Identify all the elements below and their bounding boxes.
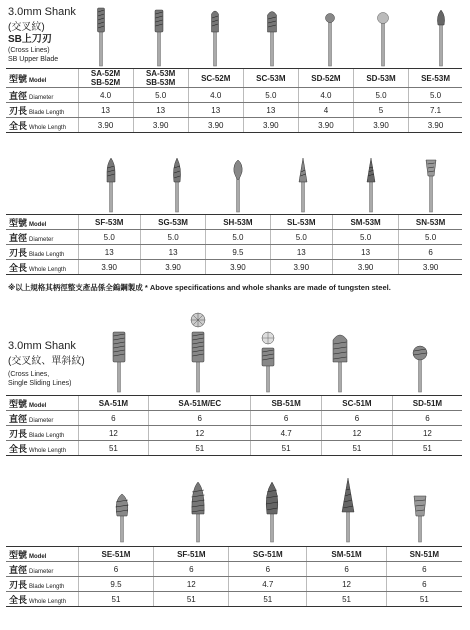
spec-table-4 <box>6 546 462 607</box>
diameter-cell: 6 <box>78 411 149 426</box>
diameter-label: 直徑 Diameter <box>6 88 78 103</box>
whole-length-cell: 3.90 <box>78 118 133 133</box>
whole-length-row <box>6 441 462 456</box>
model-row <box>6 396 462 411</box>
blade-length-cell: 12 <box>78 426 149 441</box>
section2-en-line2: Single Sliding Lines) <box>8 380 72 387</box>
bur-se53m-image <box>434 8 448 66</box>
whole-length-cell: 51 <box>229 592 307 607</box>
whole-length-cell: 51 <box>149 441 251 456</box>
whole-length-cell: 51 <box>251 441 322 456</box>
bur-sd51m-image <box>410 344 430 392</box>
section1-title: 3.0mm Shank <box>8 6 76 18</box>
blade-length-cell: 12 <box>154 577 229 592</box>
model-cell: SE-53M <box>409 69 462 88</box>
blade-length-label: 刃長 Blade Length <box>6 245 78 260</box>
blade-length-row <box>6 577 462 592</box>
whole-length-cell: 3.90 <box>140 260 205 275</box>
blade-length-cell: 6 <box>386 577 462 592</box>
blade-length-label: 刃長 Blade Length <box>6 103 78 118</box>
model-label: 型號 Model <box>6 215 78 230</box>
diameter-cell: 6 <box>322 411 393 426</box>
diameter-cell: 5.0 <box>206 230 270 245</box>
model-cell: SG-51M <box>229 547 307 562</box>
blade-length-cell: 12 <box>307 577 386 592</box>
diameter-row <box>6 88 462 103</box>
model-cell: SE-51M <box>78 547 154 562</box>
model-cell: SA-53M SB-53M <box>133 69 188 88</box>
spec-table-1 <box>6 68 462 133</box>
whole-length-cell: 51 <box>78 592 154 607</box>
model-cell: SN-51M <box>386 547 462 562</box>
model-label: 型號 Model <box>6 547 78 562</box>
diameter-cell: 5.0 <box>243 88 298 103</box>
model-cell: SC-53M <box>243 69 298 88</box>
bur-sa53m-image <box>152 6 166 66</box>
section2-title: 3.0mm Shank <box>8 340 76 352</box>
model-cell: SM-51M <box>307 547 386 562</box>
bur-sc52m-image <box>208 6 222 66</box>
blade-length-cell: 13 <box>332 245 398 260</box>
whole-length-cell: 51 <box>386 592 462 607</box>
whole-length-cell: 51 <box>307 592 386 607</box>
diameter-cell: 5.0 <box>270 230 332 245</box>
blade-length-label: 刃長 Blade Length <box>6 426 78 441</box>
whole-length-cell: 51 <box>322 441 393 456</box>
section2-en-line1: (Cross Lines, <box>8 371 50 378</box>
blade-length-cell: 12 <box>392 426 462 441</box>
model-cell: SD-51M <box>392 396 462 411</box>
whole-length-cell: 3.90 <box>133 118 188 133</box>
whole-length-cell: 3.90 <box>409 118 462 133</box>
material-note-en: * Above specifications and whole shanks are made of tungsten steel. <box>144 283 391 292</box>
diameter-cell: 5.0 <box>140 230 205 245</box>
blade-length-row <box>6 103 462 118</box>
model-cell: SF-51M <box>154 547 229 562</box>
model-cell: SA-51M/EC <box>149 396 251 411</box>
model-cell: SL-53M <box>270 215 332 230</box>
model-cell: SG-53M <box>140 215 205 230</box>
bur-sf53m-image <box>104 156 118 212</box>
diameter-cell: 6 <box>154 562 229 577</box>
diameter-row <box>6 562 462 577</box>
spec-table-2 <box>6 214 462 275</box>
model-cell: SD-52M <box>298 69 353 88</box>
whole-length-cell: 51 <box>392 441 462 456</box>
blade-length-cell: 4.7 <box>251 426 322 441</box>
whole-length-cell: 3.90 <box>353 118 408 133</box>
bur-sg53m-image <box>170 156 184 212</box>
whole-length-cell: 3.90 <box>206 260 270 275</box>
bur-sg51m-image <box>262 480 282 542</box>
spec-table-3 <box>6 395 462 456</box>
bur-sd52m-image <box>323 12 337 66</box>
model-cell: SA-52M SB-52M <box>78 69 133 88</box>
whole-length-label: 全長 Whole Length <box>6 260 78 275</box>
bur-sn51m-image <box>410 494 430 542</box>
diameter-cell: 5.0 <box>133 88 188 103</box>
diameter-cell: 5.0 <box>409 88 462 103</box>
bur-sn53m-image <box>424 156 438 212</box>
whole-length-cell: 3.90 <box>332 260 398 275</box>
whole-length-row <box>6 118 462 133</box>
blade-length-cell: 4.7 <box>229 577 307 592</box>
model-row <box>6 69 462 88</box>
blade-length-cell: 13 <box>243 103 298 118</box>
model-cell: SN-53M <box>399 215 462 230</box>
diameter-cell: 6 <box>78 562 154 577</box>
diameter-row <box>6 411 462 426</box>
diameter-label: 直徑 Diameter <box>6 230 78 245</box>
diameter-cell: 6 <box>149 411 251 426</box>
bur-sb51m-image <box>258 330 278 392</box>
diameter-cell: 4.0 <box>188 88 243 103</box>
blade-length-label: 刃長 Blade Length <box>6 577 78 592</box>
blade-length-cell: 9.5 <box>206 245 270 260</box>
section1-cn-subtitle: (交叉紋) <box>8 22 45 33</box>
bur-se51m-image <box>112 492 132 542</box>
diameter-cell: 4.0 <box>298 88 353 103</box>
whole-length-cell: 3.90 <box>78 260 140 275</box>
diameter-cell: 5.0 <box>353 88 408 103</box>
blade-length-cell: 13 <box>78 245 140 260</box>
whole-length-cell: 51 <box>78 441 149 456</box>
blade-length-cell: 13 <box>188 103 243 118</box>
diameter-label: 直徑 Diameter <box>6 411 78 426</box>
diameter-cell: 6 <box>307 562 386 577</box>
whole-length-label: 全長 Whole Length <box>6 592 78 607</box>
diameter-cell: 6 <box>251 411 322 426</box>
model-cell: SH-53M <box>206 215 270 230</box>
section1-en-cross: (Cross Lines) <box>8 47 50 54</box>
bur-sd53m-image <box>376 12 390 66</box>
material-note <box>8 282 391 293</box>
section2-cn-subtitle: (交叉紋、單斜紋) <box>8 356 85 367</box>
whole-length-label: 全長 Whole Length <box>6 441 78 456</box>
model-cell: SB-51M <box>251 396 322 411</box>
bur-sa51m-ec-image <box>186 312 210 392</box>
section1-cn-blade: SB上刀刃 <box>8 34 52 45</box>
diameter-cell: 6 <box>392 411 462 426</box>
whole-length-cell: 3.90 <box>270 260 332 275</box>
model-cell: SC-52M <box>188 69 243 88</box>
diameter-cell: 5.0 <box>399 230 462 245</box>
bur-sh53m-image <box>231 158 245 212</box>
model-cell: SC-51M <box>322 396 393 411</box>
model-cell: SF-53M <box>78 215 140 230</box>
model-cell: SA-51M <box>78 396 149 411</box>
blade-length-cell: 12 <box>149 426 251 441</box>
whole-length-cell: 3.90 <box>298 118 353 133</box>
bur-sm53m-image <box>364 156 378 212</box>
blade-length-cell: 13 <box>133 103 188 118</box>
model-row <box>6 547 462 562</box>
model-cell: SM-53M <box>332 215 398 230</box>
diameter-label: 直徑 Diameter <box>6 562 78 577</box>
diameter-row <box>6 230 462 245</box>
model-row <box>6 215 462 230</box>
blade-length-cell: 13 <box>270 245 332 260</box>
blade-length-cell: 5 <box>353 103 408 118</box>
diameter-cell: 6 <box>386 562 462 577</box>
whole-length-cell: 3.90 <box>399 260 462 275</box>
bur-sc53m-image <box>264 6 280 66</box>
blade-length-cell: 12 <box>322 426 393 441</box>
material-note-cn: ※以上規格其柄徑整支產品係全鎢鋼製成 <box>8 283 143 292</box>
model-label: 型號 Model <box>6 69 78 88</box>
whole-length-cell: 3.90 <box>243 118 298 133</box>
model-cell: SD-53M <box>353 69 408 88</box>
blade-length-row <box>6 245 462 260</box>
diameter-cell: 5.0 <box>332 230 398 245</box>
bur-sa52m-image <box>94 6 108 66</box>
whole-length-row <box>6 592 462 607</box>
blade-length-row <box>6 426 462 441</box>
blade-length-cell: 6 <box>399 245 462 260</box>
blade-length-cell: 13 <box>140 245 205 260</box>
blade-length-cell: 4 <box>298 103 353 118</box>
blade-length-cell: 13 <box>78 103 133 118</box>
bur-sf51m-image <box>188 480 208 542</box>
bur-sm51m-image <box>338 476 358 542</box>
blade-length-cell: 7.1 <box>409 103 462 118</box>
diameter-cell: 5.0 <box>78 230 140 245</box>
diameter-cell: 4.0 <box>78 88 133 103</box>
whole-length-cell: 51 <box>154 592 229 607</box>
bur-sc51m-image <box>330 330 350 392</box>
blade-length-cell: 9.5 <box>78 577 154 592</box>
diameter-cell: 6 <box>229 562 307 577</box>
bur-sl53m-image <box>296 156 310 212</box>
whole-length-cell: 3.90 <box>188 118 243 133</box>
whole-length-row <box>6 260 462 275</box>
section1-en-blade: SB Upper Blade <box>8 56 59 63</box>
bur-sa51m-image <box>110 330 128 392</box>
model-label: 型號 Model <box>6 396 78 411</box>
whole-length-label: 全長 Whole Length <box>6 118 78 133</box>
